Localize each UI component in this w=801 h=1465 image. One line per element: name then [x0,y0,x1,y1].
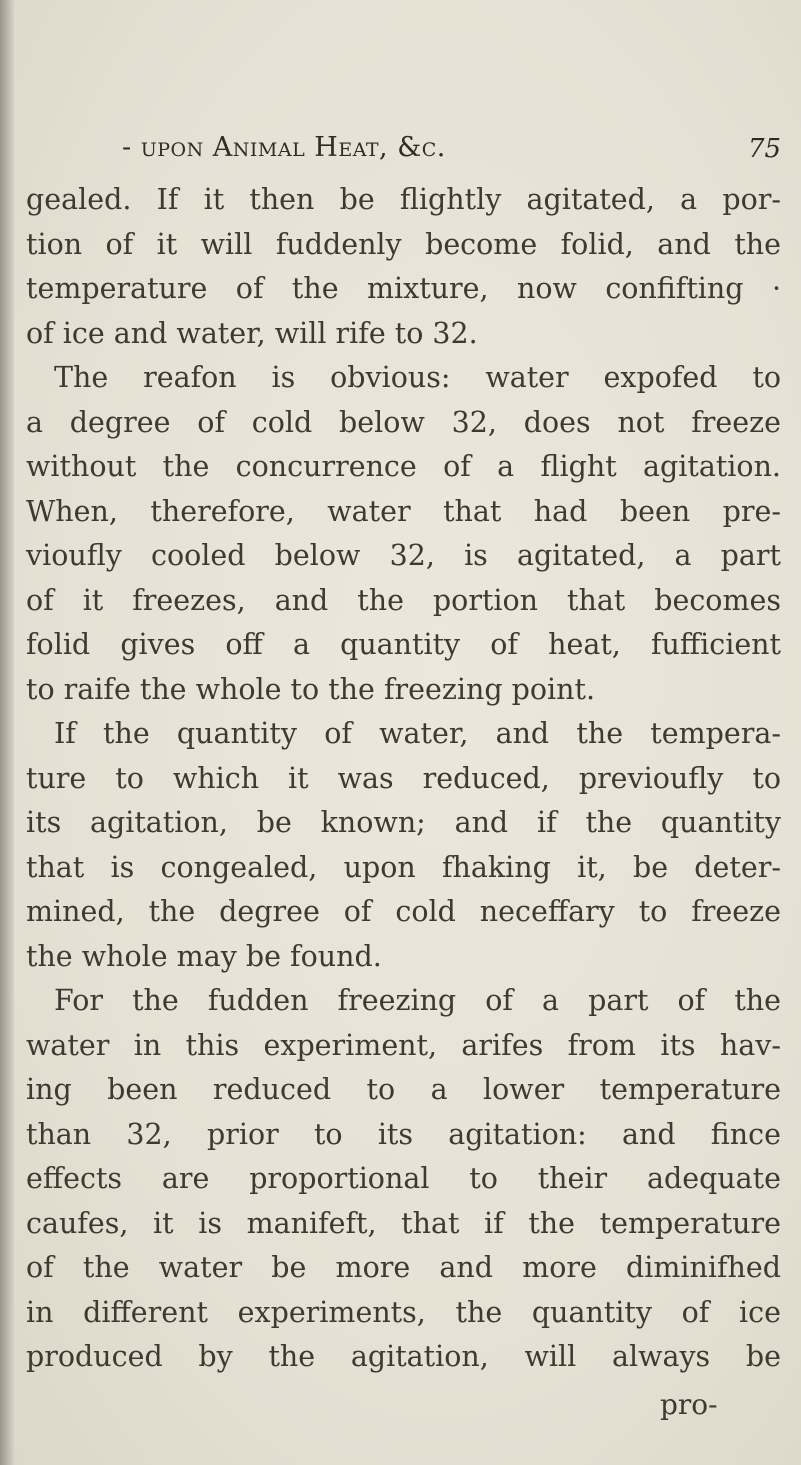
binding-shadow [0,0,14,1465]
text-line: its agitation, be known; and if the quantity [26,806,781,839]
page-header [0,132,801,172]
text-line: of the water be more and more diminifhed [26,1251,781,1284]
text-line: vioufly cooled below 32, is agitated, a part [26,539,781,572]
text-line: that is congealed, upon fhaking it, be deter- [26,850,781,884]
text-line: caufes, it is manifeft, that if the temperature [26,1206,781,1240]
text-line: in different experiments, the quantity of ice [26,1295,781,1329]
page-number: 75 [748,134,782,164]
text-line: mined, the degree of cold neceffary to freeze [26,895,781,928]
text-line: to raife the whole to the freezing point. [26,672,596,706]
text-line: If the quantity of water, and the tempera- [54,717,781,750]
text-line: without the concurrence of a flight agitation. [26,450,781,483]
text-line: For the fudden freezing of a part of the [54,984,781,1017]
running-title: - upon Animal Heat, &c. [122,132,446,163]
text-line: produced by the agitation, will always be [26,1340,781,1373]
text-line: ing been reduced to a lower temperature [26,1073,781,1106]
body-text [26,178,781,1380]
text-line: folid gives off a quantity of heat, fufficient [26,628,781,661]
text-line: When, therefore, water that had been pre- [26,494,781,528]
text-line: ture to which it was reduced, previoufly to [26,761,781,795]
text-line: of ice and water, will rife to 32. [26,316,478,350]
text-line: gealed. If it then be flightly agitated, a por- [26,183,781,216]
text-line: than 32, prior to its agitation: and fince [26,1117,781,1151]
text-line: the whole may be found. [26,939,382,973]
text-line: The reafon is obvious: water expofed to [54,361,781,394]
text-line: tion of it will fuddenly become folid, and the [26,227,781,261]
text-line: water in this experiment, arifes from its hav- [26,1028,781,1062]
text-line: effects are proportional to their adequate [26,1162,781,1195]
text-line: temperature of the mixture, now confifting · [26,272,781,305]
text-line: a degree of cold below 32, does not freeze [26,405,781,439]
text-line: of it freezes, and the portion that becomes [26,583,781,617]
catchword: pro- [660,1388,718,1421]
